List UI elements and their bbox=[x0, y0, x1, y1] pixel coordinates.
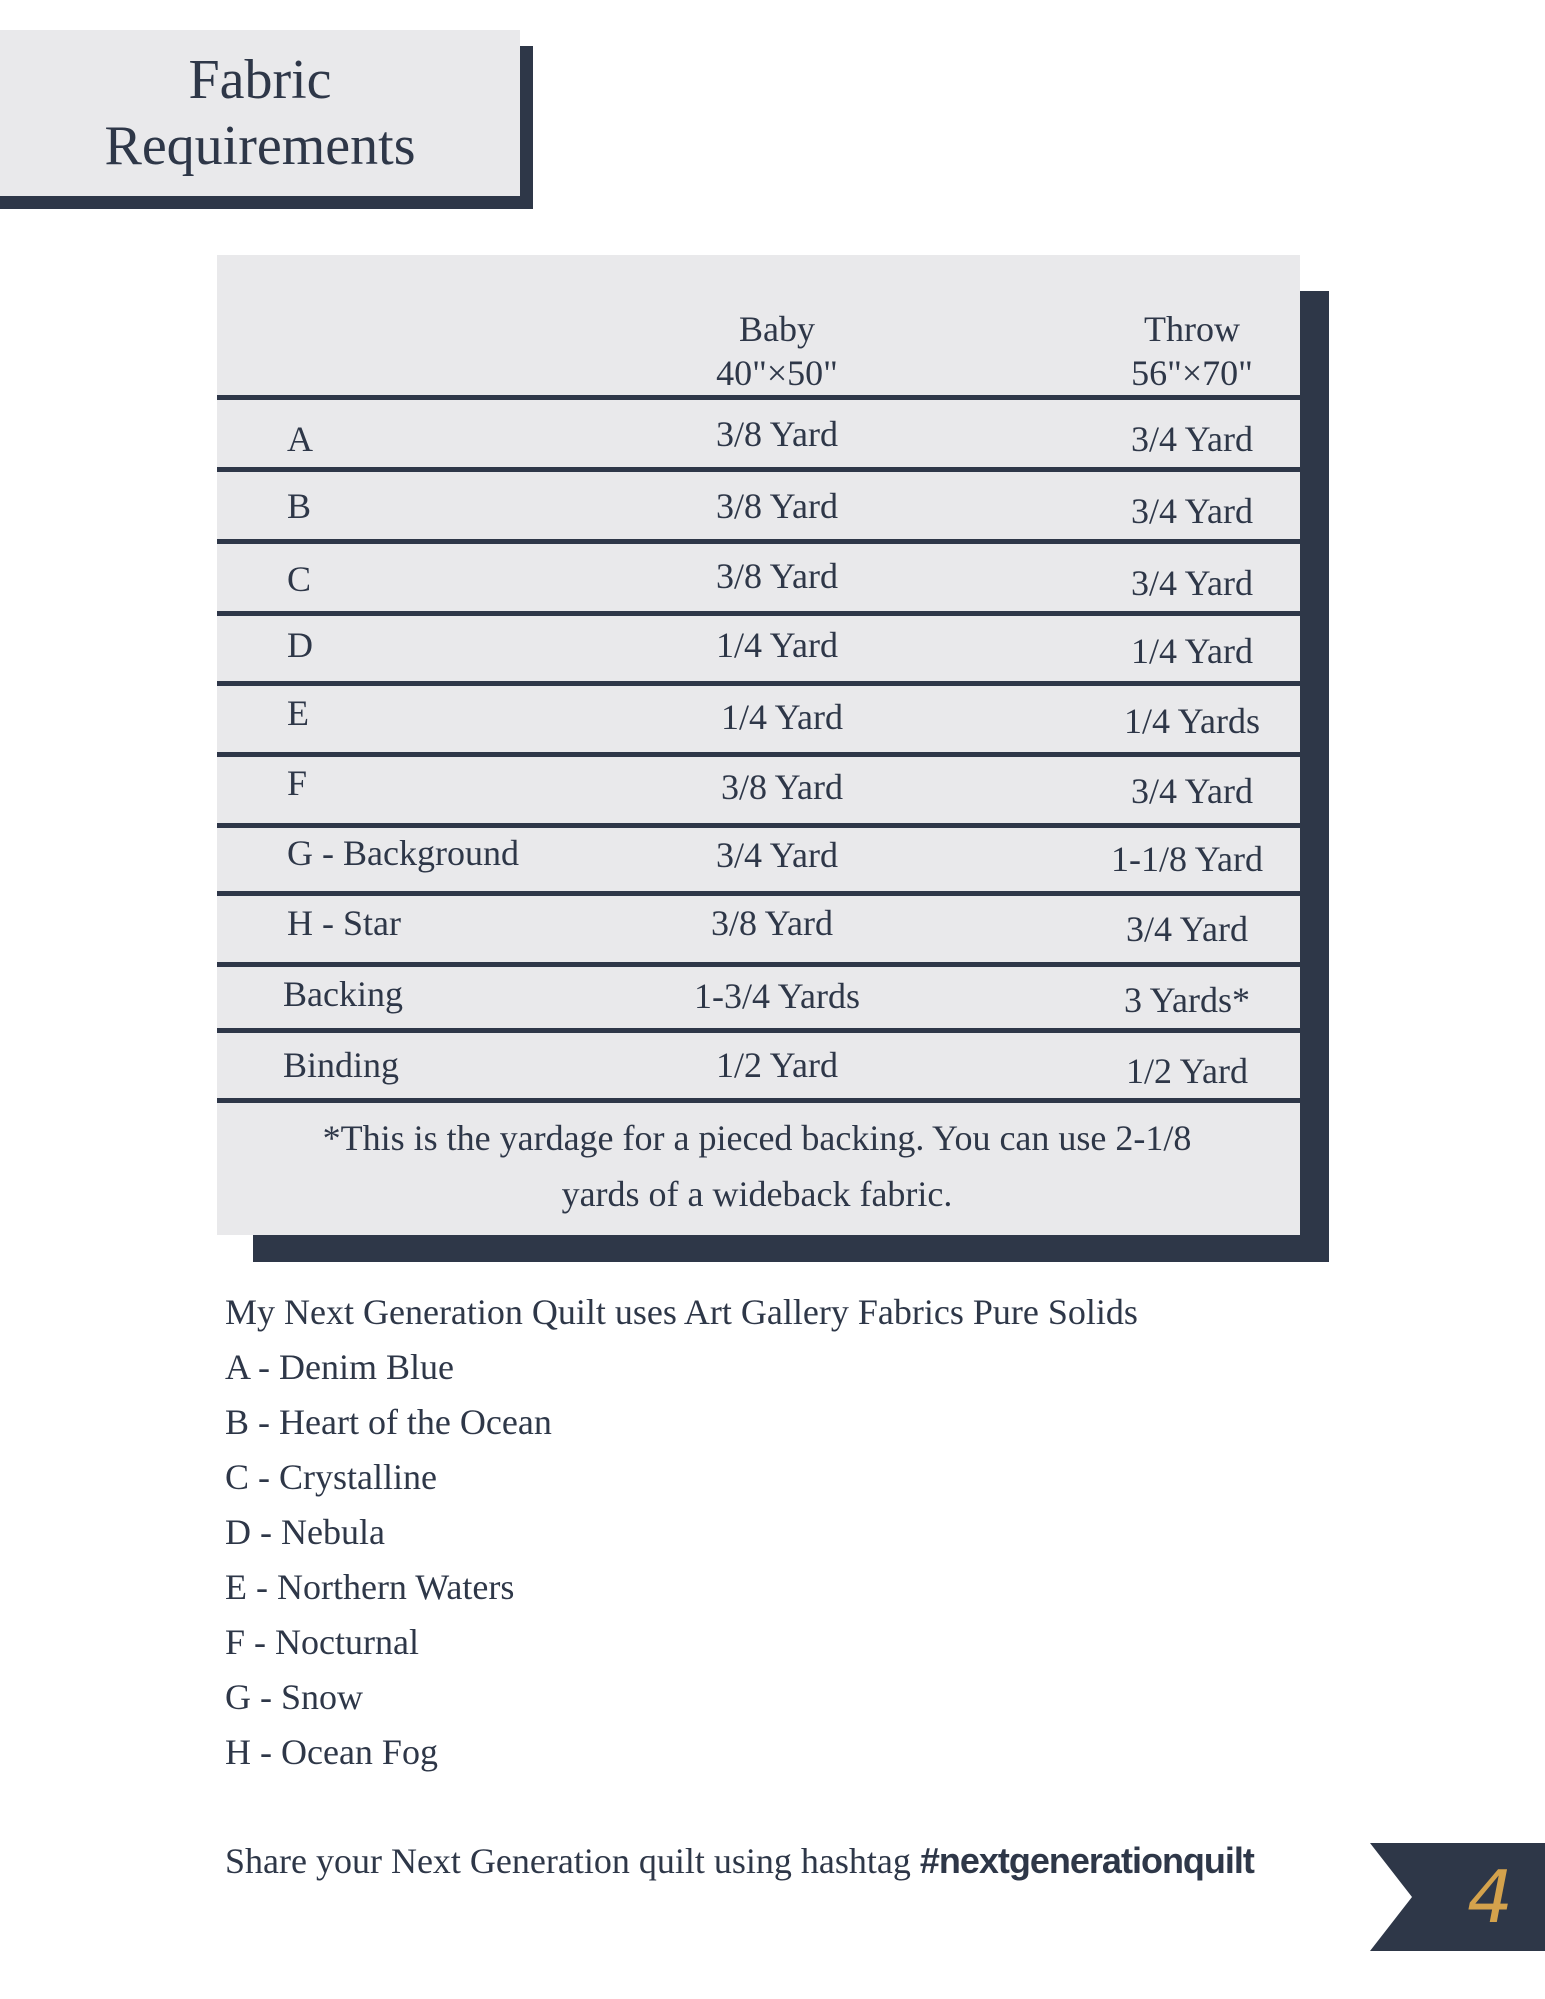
row-divider bbox=[217, 467, 1300, 472]
list-item: B - Heart of the Ocean bbox=[225, 1402, 552, 1442]
list-item: G - Snow bbox=[225, 1677, 364, 1717]
row-label: D bbox=[287, 625, 313, 665]
header-throw-name: Throw bbox=[1144, 309, 1240, 349]
row-throw: 3/4 Yard bbox=[1130, 419, 1254, 459]
title-line-2: Requirements bbox=[104, 115, 416, 177]
header-throw bbox=[1042, 307, 1342, 395]
row-divider bbox=[217, 539, 1300, 544]
row-divider bbox=[217, 752, 1300, 757]
header-throw-size: 56"×70" bbox=[1131, 353, 1253, 393]
page-title bbox=[0, 30, 520, 196]
row-divider bbox=[217, 611, 1300, 616]
row-label: G - Background bbox=[287, 833, 519, 873]
row-throw: 1/4 Yard bbox=[1130, 631, 1254, 671]
row-label: A bbox=[287, 419, 313, 459]
row-throw: 3/4 Yard bbox=[1125, 909, 1249, 949]
list-item: D - Nebula bbox=[225, 1512, 385, 1552]
list-item: E - Northern Waters bbox=[225, 1567, 515, 1607]
row-baby: 1-3/4 Yards bbox=[693, 976, 861, 1016]
row-baby: 1/4 Yard bbox=[720, 697, 844, 737]
header-baby-size: 40"×50" bbox=[716, 353, 838, 393]
row-label: Backing bbox=[283, 974, 403, 1014]
row-divider bbox=[217, 395, 1300, 400]
row-baby: 3/4 Yard bbox=[715, 835, 839, 875]
list-item: F - Nocturnal bbox=[225, 1622, 419, 1662]
row-label: Binding bbox=[283, 1045, 400, 1085]
row-baby: 3/8 Yard bbox=[715, 556, 839, 596]
row-throw: 1/2 Yard bbox=[1125, 1051, 1249, 1091]
row-divider bbox=[217, 1098, 1300, 1103]
row-throw: 3 Yards* bbox=[1123, 980, 1251, 1020]
row-label: F bbox=[287, 763, 308, 803]
list-item: A - Denim Blue bbox=[225, 1347, 454, 1387]
row-throw: 1/4 Yards bbox=[1123, 701, 1261, 741]
row-divider bbox=[217, 1028, 1300, 1033]
row-label: E bbox=[287, 693, 309, 733]
fabric-table bbox=[217, 255, 1300, 1235]
row-throw: 3/4 Yard bbox=[1130, 771, 1254, 811]
row-divider bbox=[217, 962, 1300, 967]
footnote-line-2: yards of a wideback fabric. bbox=[561, 1174, 953, 1214]
share-text: Share your Next Generation quilt using hashtag bbox=[225, 1841, 920, 1881]
share-line bbox=[225, 1836, 1254, 1886]
list-item: H - Ocean Fog bbox=[225, 1732, 438, 1772]
row-divider bbox=[217, 891, 1300, 896]
row-baby: 1/4 Yard bbox=[715, 625, 839, 665]
fabric-intro: My Next Generation Quilt uses Art Gallery Fabrics Pure Solids bbox=[225, 1292, 1138, 1332]
row-throw: 1-1/8 Yard bbox=[1110, 839, 1263, 879]
row-throw: 3/4 Yard bbox=[1130, 563, 1254, 603]
row-baby: 3/8 Yard bbox=[715, 414, 839, 454]
row-label: C bbox=[287, 559, 312, 599]
row-baby: 3/8 Yard bbox=[710, 903, 834, 943]
title-line-1: Fabric bbox=[188, 49, 332, 111]
row-label: B bbox=[287, 486, 312, 526]
row-label: H - Star bbox=[287, 903, 401, 943]
backing-footnote bbox=[257, 1110, 1257, 1222]
row-divider bbox=[217, 681, 1300, 686]
row-throw: 3/4 Yard bbox=[1130, 491, 1254, 531]
row-baby: 3/8 Yard bbox=[715, 486, 839, 526]
row-divider bbox=[217, 823, 1300, 828]
page-number: 4 bbox=[1467, 1855, 1513, 1939]
hashtag: #nextgenerationquilt bbox=[919, 1840, 1254, 1881]
header-baby bbox=[627, 307, 927, 395]
list-item: C - Crystalline bbox=[225, 1457, 437, 1497]
header-baby-name: Baby bbox=[739, 309, 815, 349]
row-baby: 3/8 Yard bbox=[720, 767, 844, 807]
row-baby: 1/2 Yard bbox=[715, 1045, 839, 1085]
fabric-list bbox=[225, 1285, 1325, 1780]
footnote-line-1: *This is the yardage for a pieced backing. You can use 2-1/8 bbox=[322, 1118, 1192, 1158]
